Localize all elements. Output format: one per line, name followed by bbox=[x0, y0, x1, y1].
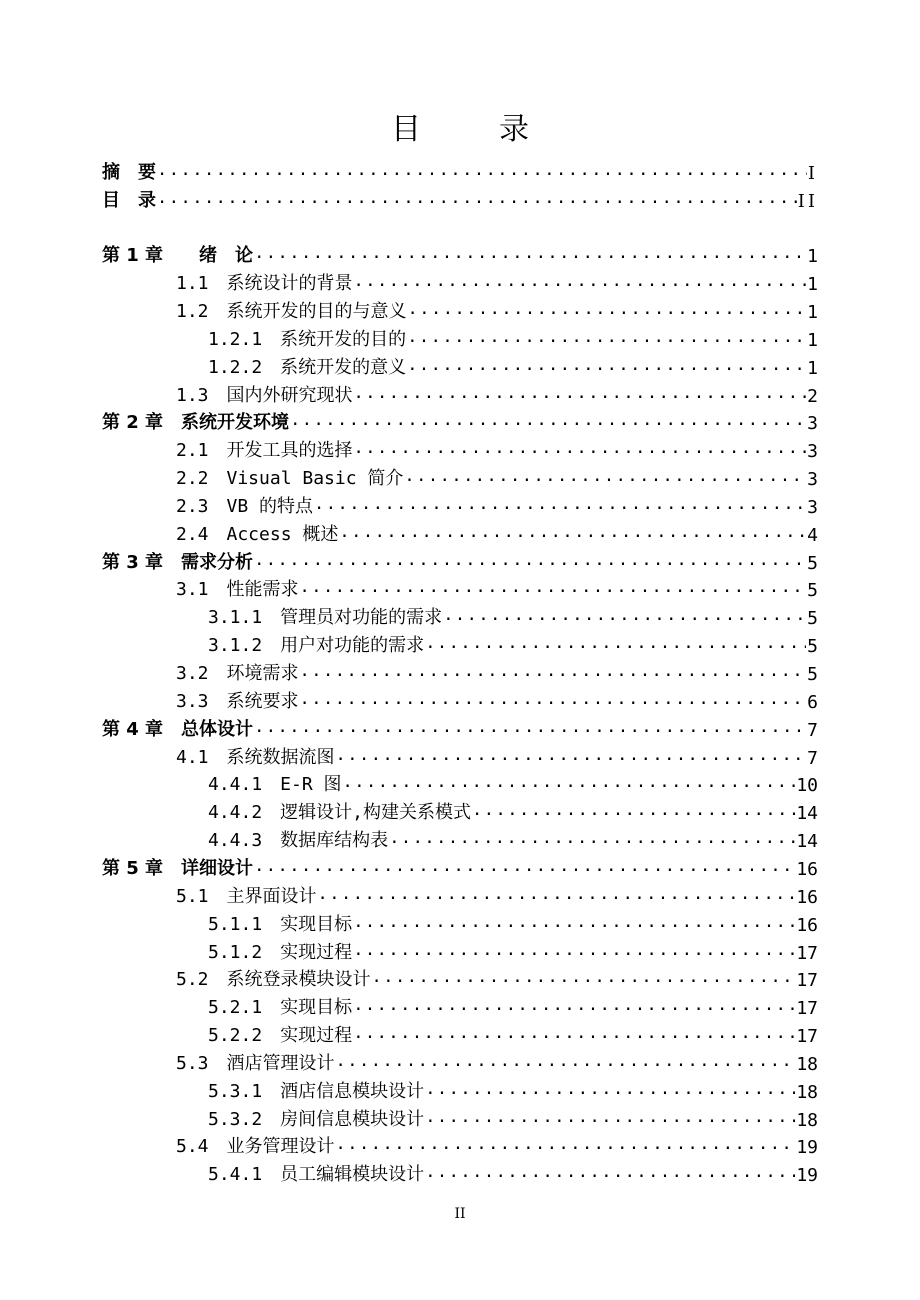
toc-entry-label: 5.3.2 房间信息模块设计 bbox=[208, 1108, 425, 1130]
front-matter-entry[interactable] bbox=[102, 184, 818, 212]
toc-entry[interactable] bbox=[102, 629, 818, 657]
toc-entry-page-number: 1 bbox=[807, 329, 818, 351]
toc-entry-page-number: 5 bbox=[807, 664, 818, 685]
dot-leader bbox=[425, 1158, 795, 1186]
toc-entry-label: 1.2.2 系统开发的意义 bbox=[208, 356, 407, 378]
dot-leader bbox=[343, 768, 796, 796]
toc-entry-label: 5.4 业务管理设计 bbox=[176, 1136, 335, 1158]
toc-entry[interactable] bbox=[102, 824, 818, 852]
toc-entry-page-number: 3 bbox=[807, 469, 818, 490]
toc-entry-label: 5.4.1 员工编辑模块设计 bbox=[208, 1164, 425, 1186]
toc-entry[interactable] bbox=[102, 991, 818, 1019]
dot-leader bbox=[472, 796, 795, 824]
toc-entry-label: 2.4 Access 概述 bbox=[176, 523, 339, 545]
toc-entry-page-number: 1 bbox=[807, 357, 818, 379]
toc-entry-page-number: 17 bbox=[796, 998, 818, 1020]
toc-entry-label: 3.1.2 用户对功能的需求 bbox=[208, 635, 425, 657]
toc-entry-label: 5.2 系统登录模块设计 bbox=[176, 969, 371, 991]
dot-leader bbox=[300, 685, 807, 713]
toc-entry-label: 第 2 章 系统开发环境 bbox=[102, 412, 290, 434]
toc-entry-label: 1.2.1 系统开发的目的 bbox=[208, 328, 407, 350]
toc-entry-page-number: 14 bbox=[796, 831, 818, 853]
dot-leader bbox=[372, 963, 796, 991]
toc-entry[interactable] bbox=[102, 1019, 818, 1047]
toc-entry-page-number: I bbox=[807, 163, 818, 184]
toc-entry-page-number: 17 bbox=[796, 942, 818, 964]
toc-entry-label: 1.1 系统设计的背景 bbox=[176, 273, 353, 295]
toc-entry-page-number: 3 bbox=[807, 496, 818, 518]
toc-entry-label: 5.1.2 实现过程 bbox=[208, 941, 353, 963]
toc-entry-page-number: 1 bbox=[807, 274, 818, 296]
toc-entry-label: 5.3.1 酒店信息模块设计 bbox=[208, 1080, 425, 1102]
toc-entry-label: 第 4 章 总体设计 bbox=[102, 718, 254, 740]
dot-leader bbox=[314, 490, 806, 518]
toc-entry-label: 4.1 系统数据流图 bbox=[176, 746, 335, 768]
toc-entry[interactable] bbox=[102, 796, 818, 824]
toc-entry-page-number: 7 bbox=[807, 719, 818, 741]
toc-entry-label: 4.4.1 E-R 图 bbox=[208, 774, 342, 796]
dot-leader bbox=[404, 462, 806, 490]
toc-entry-page-number: 3 bbox=[807, 413, 818, 435]
toc-entry[interactable] bbox=[102, 351, 818, 379]
toc-entry[interactable] bbox=[102, 1130, 818, 1158]
dot-leader bbox=[425, 1103, 795, 1131]
page-title: 目 录 bbox=[391, 112, 553, 147]
toc-entry[interactable] bbox=[102, 434, 818, 462]
toc-entry[interactable] bbox=[102, 1158, 818, 1186]
toc-entry-label: 5.2.2 实现过程 bbox=[208, 1025, 353, 1046]
dot-leader bbox=[157, 156, 807, 184]
toc-entry[interactable] bbox=[102, 573, 818, 601]
toc-entry-page-number: 5 bbox=[807, 608, 818, 630]
dot-leader bbox=[354, 379, 807, 407]
toc-entry[interactable] bbox=[102, 741, 818, 769]
dot-leader bbox=[408, 295, 807, 323]
toc-entry[interactable] bbox=[102, 267, 818, 295]
toc-entry[interactable] bbox=[102, 239, 818, 267]
dot-leader bbox=[336, 1130, 796, 1158]
toc-entry-label: 3.2 环境需求 bbox=[176, 663, 299, 684]
toc-entry-page-number: 6 bbox=[807, 691, 818, 713]
toc-entry[interactable] bbox=[102, 713, 818, 741]
dot-leader bbox=[425, 629, 806, 657]
toc-entry-label: 3.1.1 管理员对功能的需求 bbox=[208, 607, 443, 629]
dot-leader bbox=[254, 713, 806, 741]
toc-entry-page-number: II bbox=[797, 190, 818, 212]
toc-entry-page-number: 7 bbox=[807, 747, 818, 769]
dot-leader bbox=[254, 852, 795, 880]
toc-entry-page-number: 4 bbox=[807, 524, 818, 546]
toc-entry-page-number: 5 bbox=[807, 580, 818, 602]
toc-entry-page-number: 1 bbox=[807, 301, 818, 323]
toc-entry[interactable] bbox=[102, 1047, 818, 1075]
toc-entry[interactable] bbox=[102, 379, 818, 407]
toc-entry-page-number: 10 bbox=[796, 775, 818, 797]
toc-entry-page-number: 16 bbox=[796, 858, 818, 880]
dot-leader bbox=[407, 351, 806, 379]
dot-leader bbox=[339, 518, 806, 546]
toc-entry-page-number: 14 bbox=[796, 803, 818, 825]
toc-entry-page-number: 2 bbox=[807, 385, 818, 407]
toc-entry-page-number: 18 bbox=[796, 1053, 818, 1075]
toc-entry[interactable] bbox=[102, 936, 818, 964]
toc-entry-label: 2.3 VB 的特点 bbox=[176, 495, 314, 517]
toc-entry-page-number: 18 bbox=[796, 1081, 818, 1103]
toc-entry[interactable] bbox=[102, 963, 818, 991]
dot-leader bbox=[389, 824, 795, 852]
toc-entry[interactable] bbox=[102, 852, 818, 880]
toc-entry[interactable] bbox=[102, 518, 818, 546]
dot-leader bbox=[300, 657, 807, 685]
dot-leader bbox=[425, 1075, 795, 1103]
toc-entry-page-number: 16 bbox=[796, 914, 818, 936]
dot-leader bbox=[336, 1047, 796, 1075]
toc-entry-label: 1.2 系统开发的目的与意义 bbox=[176, 300, 407, 322]
dot-leader bbox=[336, 741, 807, 769]
toc-entry[interactable] bbox=[102, 406, 818, 434]
toc-entry[interactable] bbox=[102, 908, 818, 936]
toc-entry-label: 5.3 酒店管理设计 bbox=[176, 1052, 335, 1074]
toc-entry-label: 5.1 主界面设计 bbox=[176, 885, 317, 907]
toc-entry-label: 第 1 章 绪 论 bbox=[102, 245, 254, 267]
toc-entry-label: 2.2 Visual Basic 简介 bbox=[176, 468, 404, 489]
toc-entry[interactable] bbox=[102, 657, 818, 685]
toc-entry-page-number: 16 bbox=[796, 886, 818, 908]
toc-entry-page-number: 19 bbox=[796, 1165, 818, 1187]
dot-leader bbox=[318, 880, 796, 908]
toc-entry[interactable] bbox=[102, 462, 818, 490]
front-matter-entry[interactable] bbox=[102, 156, 818, 184]
dot-leader bbox=[407, 323, 806, 351]
toc-entry-label: 5.2.1 实现目标 bbox=[208, 997, 353, 1019]
toc-entry-label: 5.1.1 实现目标 bbox=[208, 913, 353, 935]
toc-entry[interactable] bbox=[102, 768, 818, 796]
toc-entry-label: 2.1 开发工具的选择 bbox=[176, 440, 353, 462]
dot-leader bbox=[254, 239, 806, 267]
toc-entry-page-number: 5 bbox=[807, 636, 818, 658]
toc-entry-label: 4.4.2 逻辑设计,构建关系模式 bbox=[208, 802, 472, 824]
toc-entry-label: 目 录 bbox=[102, 189, 156, 211]
toc-entry-label: 第 3 章 需求分析 bbox=[102, 551, 254, 573]
dot-leader bbox=[443, 601, 806, 629]
dot-leader bbox=[353, 908, 795, 936]
toc-entry[interactable] bbox=[102, 685, 818, 713]
toc-entry[interactable] bbox=[102, 546, 818, 574]
toc-entry[interactable] bbox=[102, 601, 818, 629]
toc-entry[interactable] bbox=[102, 295, 818, 323]
dot-leader bbox=[353, 936, 795, 964]
toc-entry[interactable] bbox=[102, 323, 818, 351]
toc-entry-page-number: 3 bbox=[807, 441, 818, 463]
dot-leader bbox=[300, 573, 807, 601]
dot-leader bbox=[290, 406, 806, 434]
toc-entry-page-number: 18 bbox=[796, 1109, 818, 1131]
dot-leader bbox=[354, 267, 807, 295]
dot-leader bbox=[157, 184, 797, 212]
toc-entry-page-number: 5 bbox=[807, 552, 818, 574]
toc-entry-page-number: 17 bbox=[796, 1026, 818, 1047]
toc-entry-label: 3.3 系统要求 bbox=[176, 690, 299, 712]
dot-leader bbox=[354, 434, 807, 462]
toc-entry-page-number: 17 bbox=[796, 970, 818, 992]
toc-entry[interactable] bbox=[102, 490, 818, 518]
toc-entry[interactable] bbox=[102, 1103, 818, 1131]
toc-entry-label: 3.1 性能需求 bbox=[176, 579, 299, 601]
toc-entry-page-number: 19 bbox=[796, 1137, 818, 1159]
toc-entry-page-number: 1 bbox=[807, 246, 818, 268]
dot-leader bbox=[254, 546, 806, 574]
toc-entry-label: 第 5 章 详细设计 bbox=[102, 857, 254, 879]
toc-entry-label: 4.4.3 数据库结构表 bbox=[208, 830, 389, 852]
dot-leader bbox=[353, 1019, 795, 1047]
page-number: II bbox=[454, 1206, 466, 1222]
toc-entry-label: 1.3 国内外研究现状 bbox=[176, 384, 353, 406]
toc-entry[interactable] bbox=[102, 1075, 818, 1103]
toc-entry-label: 摘 要 bbox=[102, 162, 156, 183]
dot-leader bbox=[353, 991, 795, 1019]
toc-entry[interactable] bbox=[102, 880, 818, 908]
